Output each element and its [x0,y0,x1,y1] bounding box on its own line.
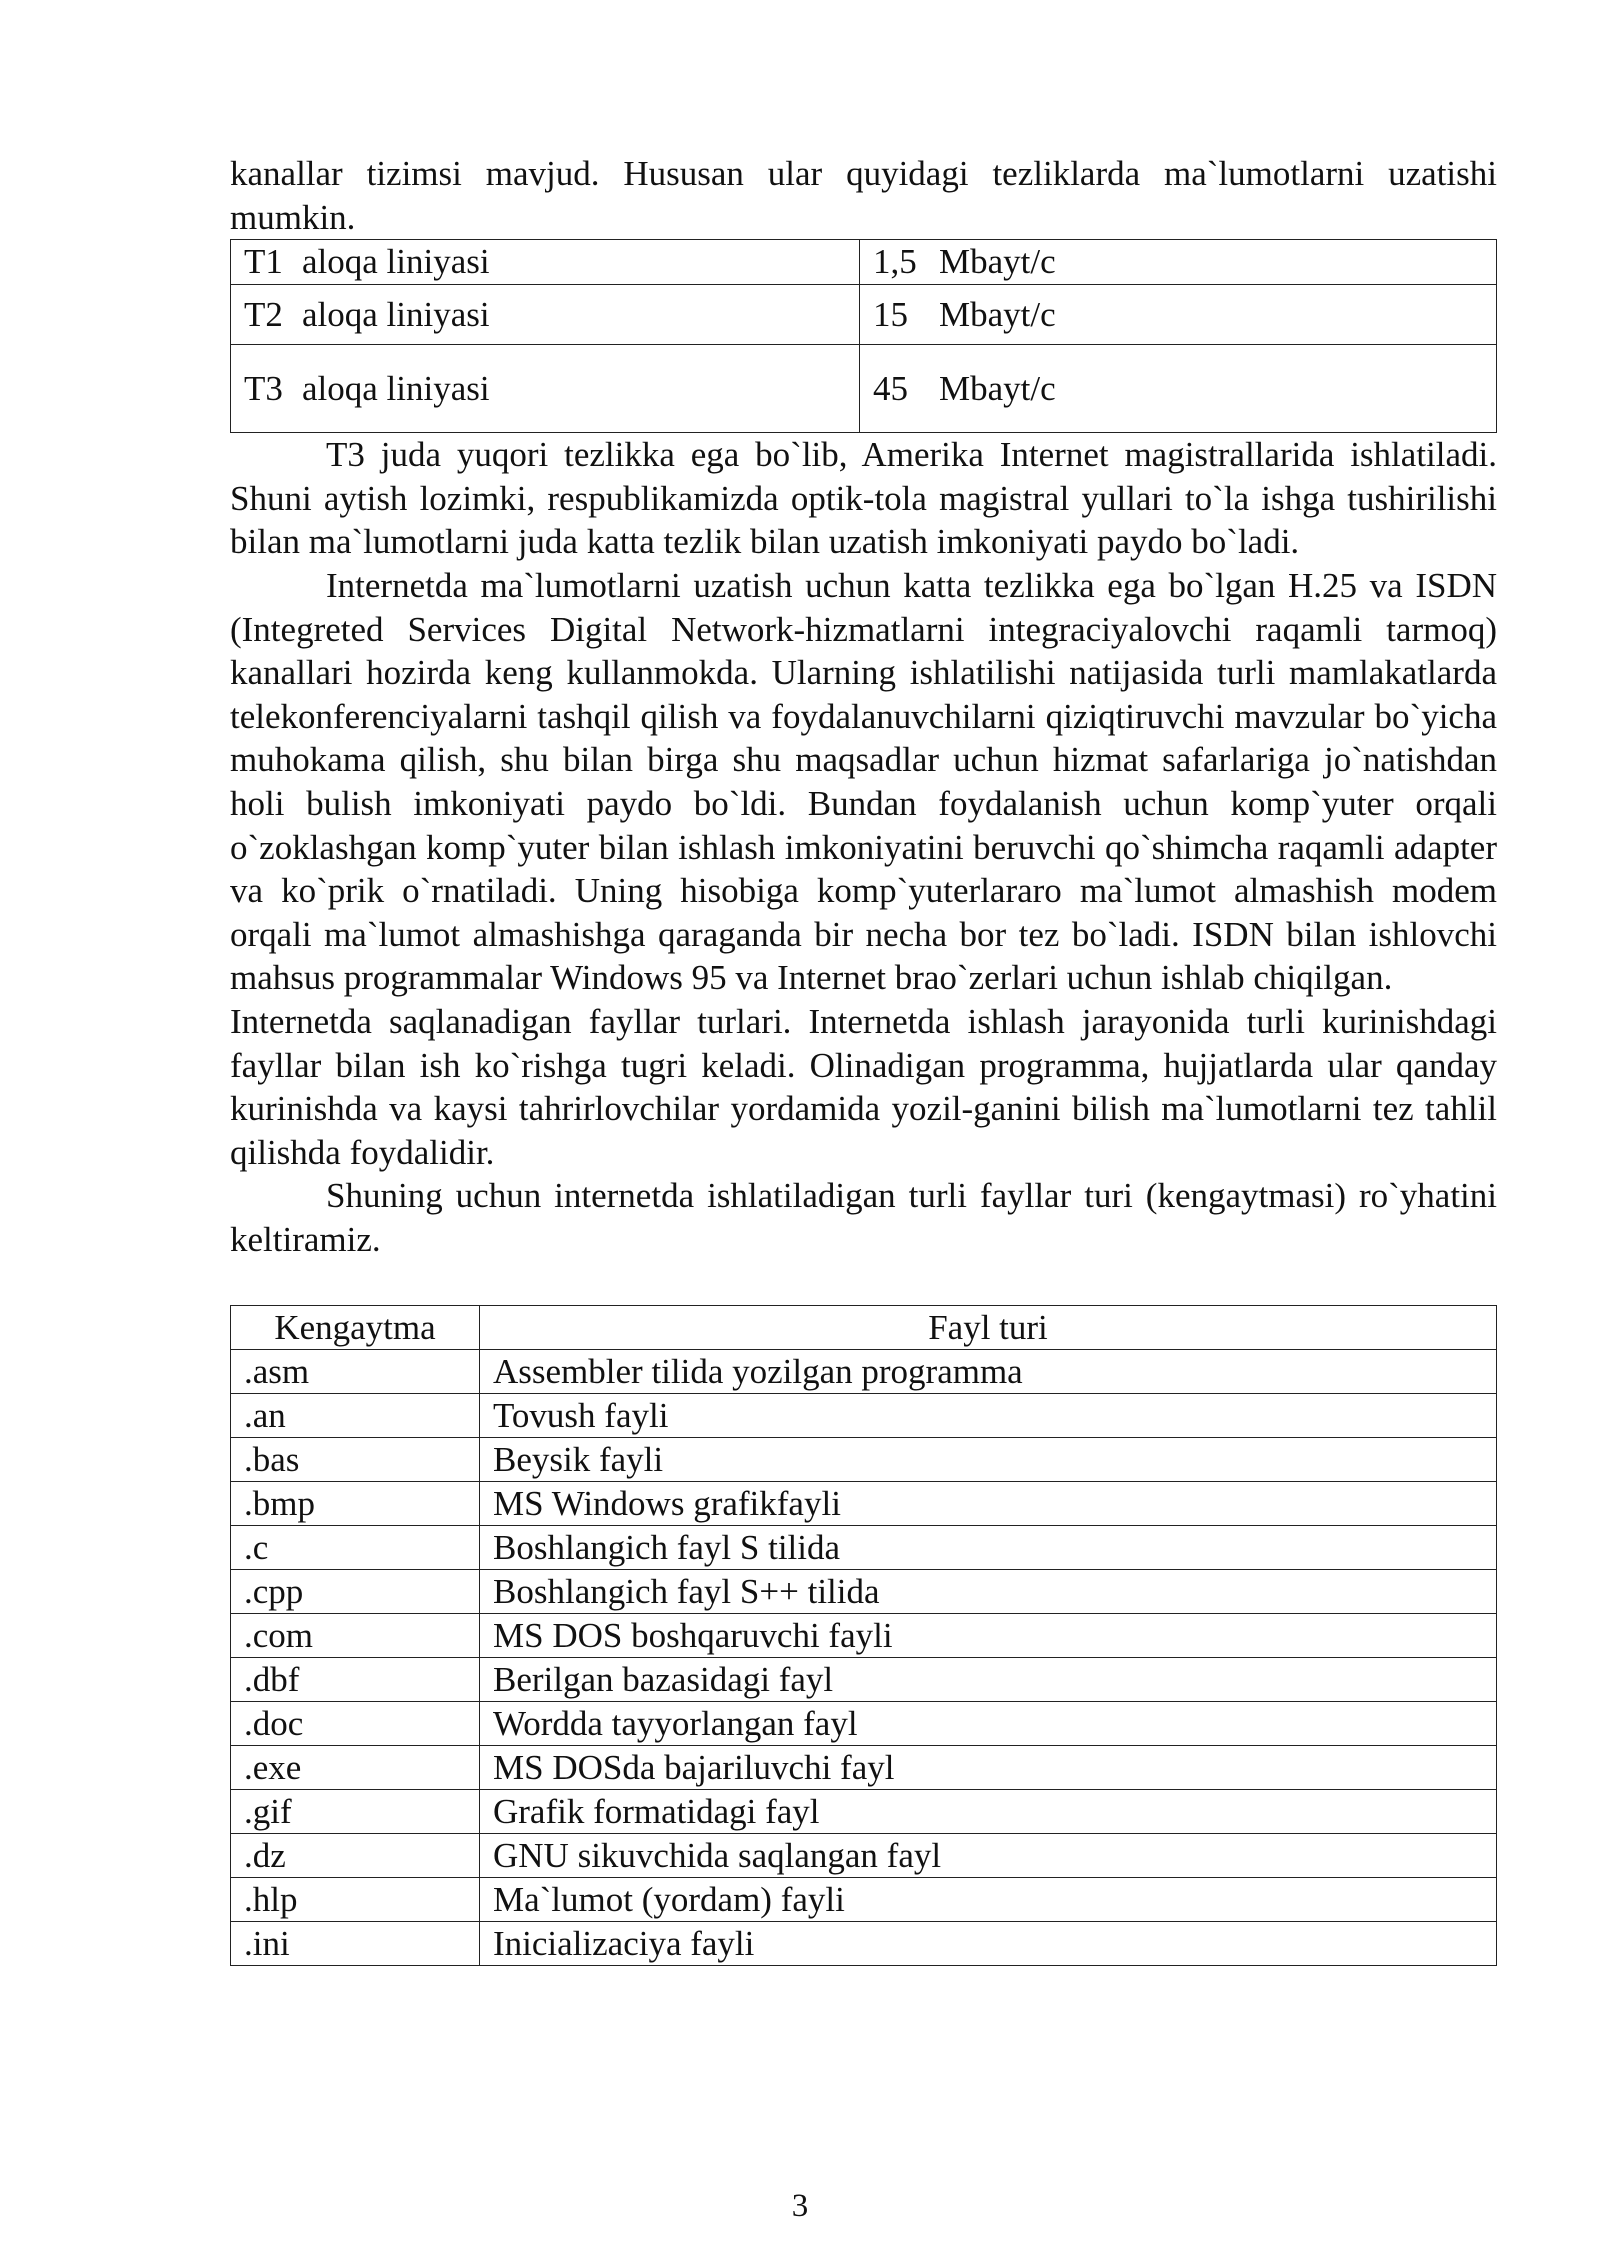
speed-cell [860,240,1497,285]
file-type-cell: Assembler tilida yozilgan programma [480,1350,1497,1394]
file-type-cell: MS DOS boshqaruvchi fayli [480,1614,1497,1658]
line-cell [231,240,860,285]
file-type-cell: Tovush fayli [480,1394,1497,1438]
extension-cell: .an [231,1394,480,1438]
table-row [231,1394,1497,1438]
body-paragraph: T3 juda yuqori tezlikka ega bo`lib, Amerika Internet magistrallarida ishlatiladi. Shuni aytish lozimki, respublikamizda optik-tola magistral yullari to`la ishga tushirilishi bilan ma`lumotlarni juda katta tezlik bilan uzatish imkoniyati paydo bo`ladi. [230,435,1497,562]
extension-cell: .asm [231,1350,480,1394]
file-type-cell: Wordda tayyorlangan fayl [480,1702,1497,1746]
extension-cell: .bmp [231,1482,480,1526]
file-types-table [230,1305,1497,1966]
table-row [231,1878,1497,1922]
line-name: aloqa liniyasi [302,368,490,408]
table-row [231,1702,1497,1746]
table-row [231,345,1497,433]
table-row [231,1350,1497,1394]
table-row [231,1790,1497,1834]
column-header-extension: Kengaytma [231,1306,480,1350]
speed-value: 45 [873,368,908,408]
extension-cell: .bas [231,1438,480,1482]
table-row [231,1746,1497,1790]
file-type-cell: Berilgan bazasidagi fayl [480,1658,1497,1702]
file-types-body [231,1350,1497,1966]
table-row [231,1570,1497,1614]
line-code: T2 [244,294,283,334]
table-row [231,1658,1497,1702]
page-number: 3 [791,2188,809,2224]
body-paragraph: Shuning uchun internetda ishlatiladigan turli fayllar turi (kengaytmasi) ro`yhatini keltiramiz. [230,1176,1497,1259]
extension-cell: .com [231,1614,480,1658]
extension-cell: .dbf [231,1658,480,1702]
speed-unit: Mbayt/c [939,368,1056,408]
file-type-cell: Boshlangich fayl S tilida [480,1526,1497,1570]
file-type-cell: GNU sikuvchida saqlangan fayl [480,1834,1497,1878]
speed-table [230,239,1497,433]
extension-cell: .gif [231,1790,480,1834]
extension-cell: .c [231,1526,480,1570]
line-name: aloqa liniyasi [302,294,490,334]
table-row [231,1834,1497,1878]
extension-cell: .exe [231,1746,480,1790]
file-type-cell: MS DOSda bajariluvchi fayl [480,1746,1497,1790]
speed-cell [860,285,1497,345]
line-code: T1 [244,242,283,282]
extension-cell: .ini [231,1922,480,1966]
speed-value: 15 [873,294,908,334]
file-type-cell: Grafik formatidagi fayl [480,1790,1497,1834]
line-code: T3 [244,368,283,408]
file-type-cell: Inicializaciya fayli [480,1922,1497,1966]
column-header-file-type: Fayl turi [480,1306,1497,1350]
table-row [231,1922,1497,1966]
extension-cell: .hlp [231,1878,480,1922]
spacer [230,1261,1497,1305]
speed-unit: Mbayt/c [939,242,1056,282]
file-type-cell: Ma`lumot (yordam) fayli [480,1878,1497,1922]
line-cell [231,285,860,345]
extension-cell: .cpp [231,1570,480,1614]
table-row [231,1438,1497,1482]
file-type-cell: MS Windows grafikfayli [480,1482,1497,1526]
table-row [231,240,1497,285]
file-type-cell: Beysik fayli [480,1438,1497,1482]
speed-value: 1,5 [873,242,917,282]
extension-cell: .doc [231,1702,480,1746]
speed-cell [860,345,1497,433]
table-header-row [231,1306,1497,1350]
line-cell [231,345,860,433]
line-name: aloqa liniyasi [302,242,490,282]
speed-unit: Mbayt/c [939,294,1056,334]
table-row [231,285,1497,345]
table-row [231,1482,1497,1526]
body-paragraph: Internetda saqlanadigan fayllar turlari. Internetda ishlash jarayonida turli kurinishdagi fayllar bilan ish ko`rishga tugri keladi. Olinadigan programma, hujjatlarda ular qanday kurinishda va kaysi tahrirlovchilar yordamida yozil-ganini bilish ma`lumotlarni tez tahlil qilishda foydalidir. [230,1001,1497,1172]
intro-paragraph: kanallar tizimsi mavjud. Hususan ular quyidagi tezliklarda ma`lumotlarni uzatishi mumkin. [230,154,1497,237]
extension-cell: .dz [231,1834,480,1878]
body-paragraph: Internetda ma`lumotlarni uzatish uchun katta tezlikka ega bo`lgan H.25 va ISDN (Integreted Services Digital Network-hizmatlarni integraciyalovchi raqamli tarmoq) kanallari hozirda keng kullanmokda. Ularning ishlatilishi natijasida turli mamlakatlarda telekonferenciyalarni tashqil qilish va foydalanuvchilarni qiziqtiruvchi mavzular bo`yicha muhokama qilish, shu bilan birga shu maqsadlar uchun hizmat safarlariga jo`natishdan holi bulish imkoniyati paydo bo`ldi. Bundan foydalanish uchun komp`yuter orqali o`zoklashgan komp`yuter bilan ishlash imkoniyatini beruvchi qo`shimcha raqamli adapter va ko`prik o`rnatiladi. Uning hisobiga komp`yuterlararo ma`lumot almashish modem orqali ma`lumot almashishga qaraganda bir necha bor tez bo`ladi. ISDN bilan ishlovchi mahsus programmalar Windows 95 va Internet brao`zerlari uchun ishlab chiqilgan. [230,565,1497,998]
file-type-cell: Boshlangich fayl S++ tilida [480,1570,1497,1614]
document-page [230,152,1497,1966]
table-row [231,1614,1497,1658]
table-row [231,1526,1497,1570]
